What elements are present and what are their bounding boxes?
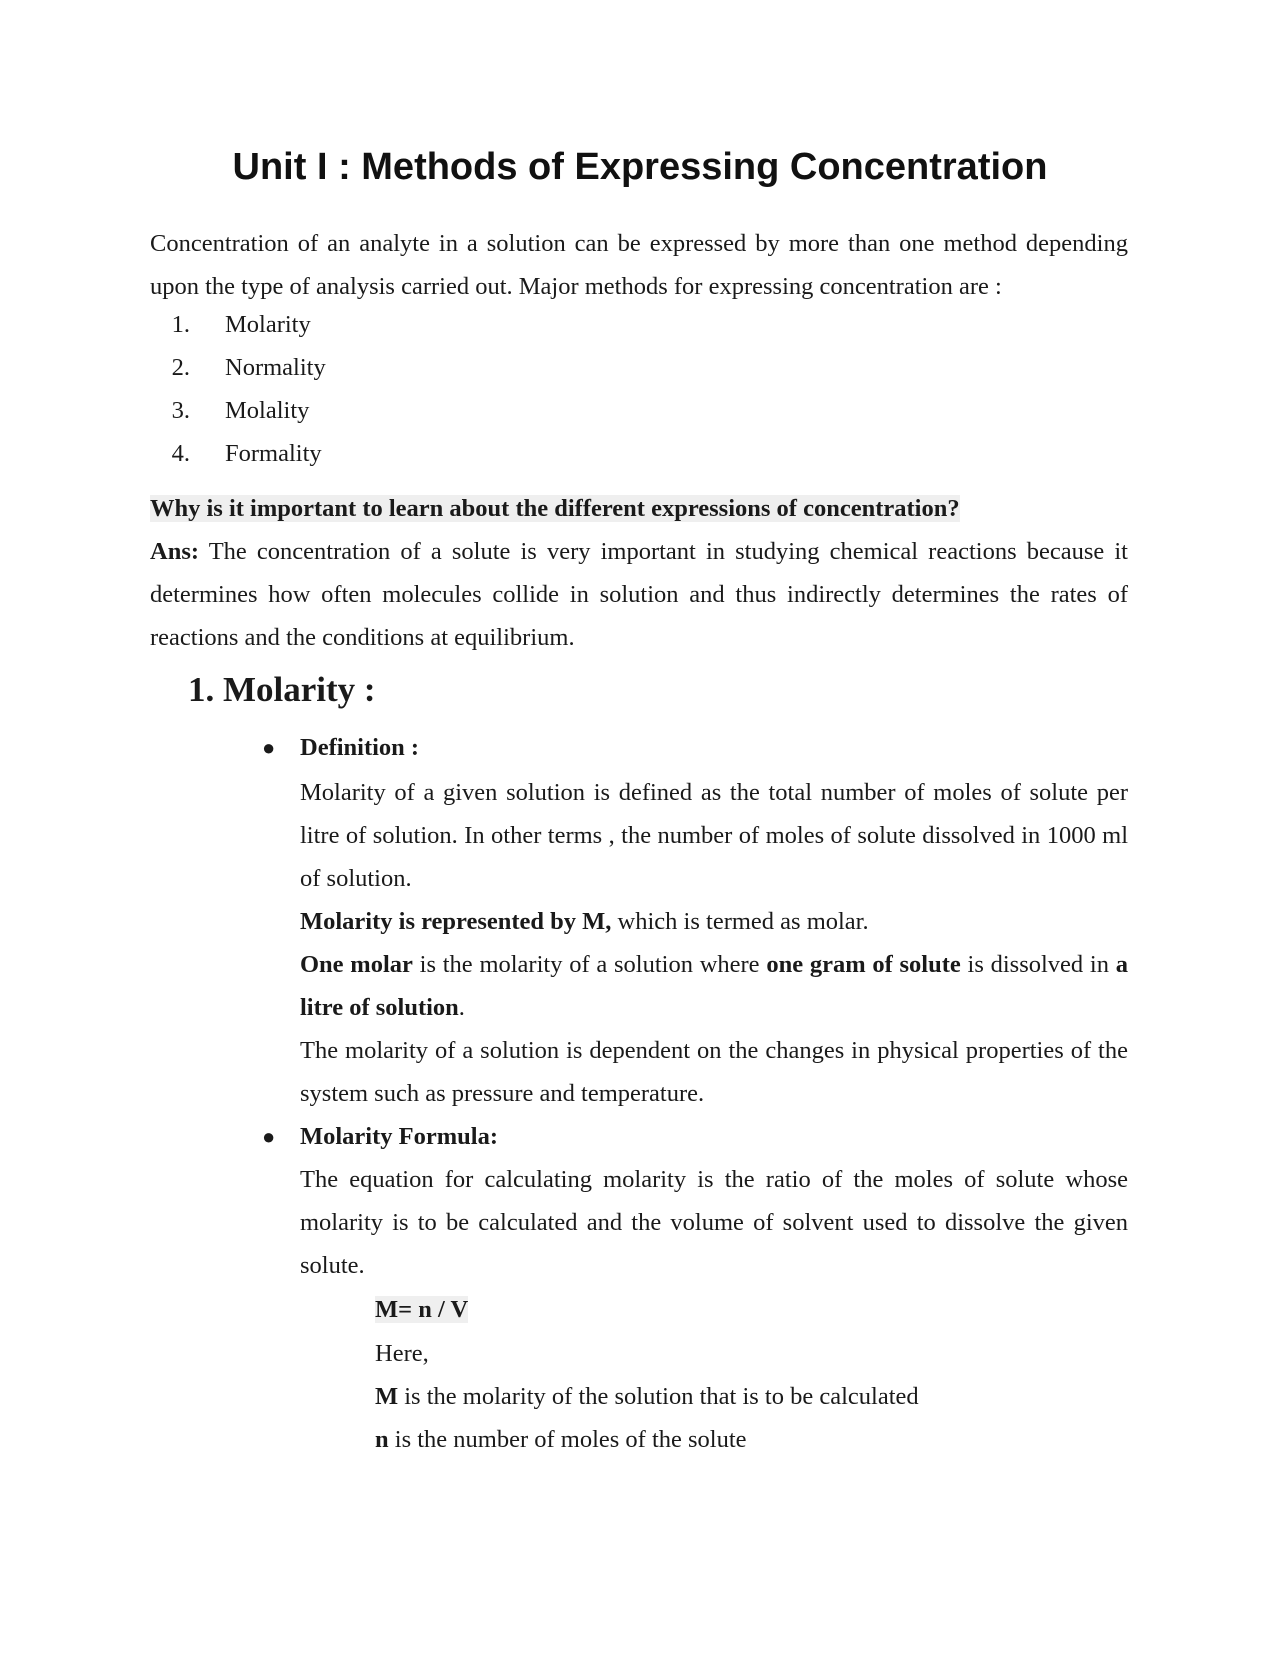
list-item-label: Formality <box>225 440 322 467</box>
variable-definition <box>375 1375 919 1418</box>
one-molar-text-2: is dissolved in <box>960 951 1116 978</box>
definition-heading <box>300 726 419 769</box>
definition-paragraph: Molarity of a given solution is defined as the total number of moles of solute per litre of solution. In other terms , the number of moles of solute dissolved in 1000 ml of solution. <box>300 779 1128 892</box>
list-item <box>150 389 310 432</box>
list-item <box>150 432 322 475</box>
list-item-number: 2. <box>171 354 190 381</box>
formula-heading-text: Molarity Formula: <box>300 1123 498 1150</box>
list-item <box>150 303 311 346</box>
list-item <box>150 346 326 389</box>
list-item-number: 1. <box>171 311 190 338</box>
list-item-number: 4. <box>171 440 190 467</box>
answer-paragraph <box>150 530 1128 659</box>
one-gram-term: one gram of solute <box>766 951 961 978</box>
page-title: Unit I : Methods of Expressing Concentration <box>232 146 1048 188</box>
question-line <box>150 487 960 530</box>
variable-description: is the molarity of the solution that is to be calculated <box>398 1383 919 1410</box>
variable-symbol: M <box>375 1383 399 1410</box>
list-item-label: Molality <box>225 397 310 424</box>
equation-line <box>375 1288 468 1331</box>
one-molar-text-3: . <box>458 994 465 1021</box>
variable-definition <box>375 1418 747 1461</box>
molarity-equation: M= n / V <box>375 1296 469 1323</box>
list-item-label: Normality <box>225 354 326 381</box>
represented-line <box>300 900 869 943</box>
one-molar-paragraph <box>300 943 1128 1029</box>
list-item-number: 3. <box>171 397 190 424</box>
list-item-label: Molarity <box>225 311 311 338</box>
dependence-paragraph: The molarity of a solution is dependent on the changes in physical properties of the system such as pressure and temperature. <box>300 1037 1128 1107</box>
formula-heading <box>300 1115 498 1158</box>
represented-bold: Molarity is represented by M, <box>300 908 612 935</box>
bullet-icon: ● <box>262 735 276 760</box>
variable-symbol: n <box>375 1426 389 1453</box>
answer-text: The concentration of a solute is very important in studying chemical reactions because it determines how often molecules collide in solution and thus indirectly determines the rates of reactions and the conditions at equilibrium. <box>150 538 1128 651</box>
one-molar-text-1: is the molarity of a solution where <box>412 951 767 978</box>
question-text: Why is it important to learn about the different expressions of concentration? <box>150 495 960 522</box>
answer-label: Ans: <box>150 538 200 565</box>
formula-paragraph: The equation for calculating molarity is the ratio of the moles of solute whose molarity is to be calculated and the volume of solvent used to dissolve the given solute. <box>300 1166 1128 1279</box>
section-heading-molarity: 1. Molarity : <box>188 670 376 709</box>
represented-rest: which is termed as molar. <box>611 908 869 935</box>
definition-heading-text: Definition : <box>300 734 420 761</box>
bullet-icon: ● <box>262 1124 276 1149</box>
one-molar-term: One molar <box>300 951 413 978</box>
intro-paragraph: Concentration of an analyte in a solution can be expressed by more than one method depending upon the type of analysis carried out. Major methods for expressing concentration are : <box>150 230 1128 300</box>
variable-description: is the number of moles of the solute <box>388 1426 747 1453</box>
here-label: Here, <box>375 1340 429 1367</box>
litre-term: a litre of solution <box>300 951 1128 1021</box>
